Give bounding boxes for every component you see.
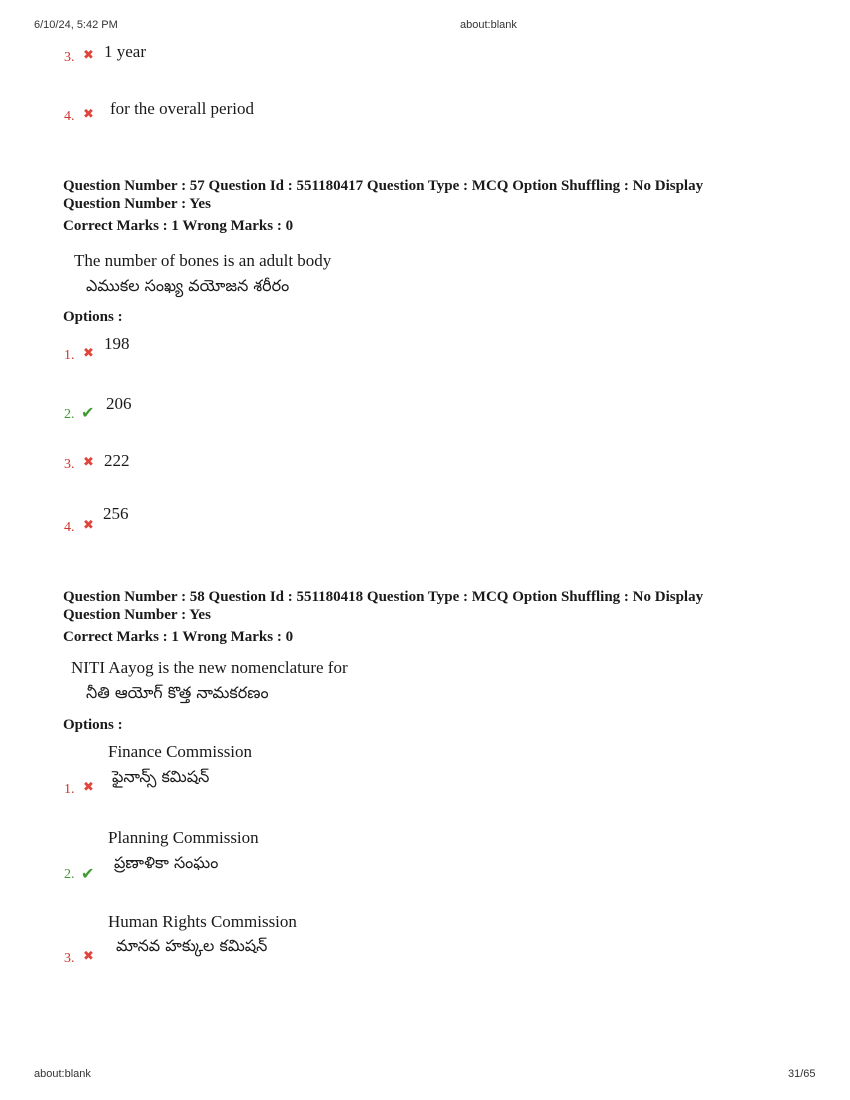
option-number: 2. <box>64 867 75 882</box>
question-text-english: NITI Aayog is the new nomenclature for <box>71 658 348 677</box>
question-text-telugu: ఎముకల సంఖ్య వయోజన శరీరం <box>86 276 290 295</box>
option-text-telugu: ఫైనాన్స్ కమిషన్ <box>112 767 210 786</box>
option-text-english: Finance Commission <box>108 742 253 761</box>
cross-icon: ✖ <box>83 48 94 63</box>
question-meta-cont: Question Number : Yes <box>63 607 211 623</box>
options-label: Options : <box>63 309 123 325</box>
option-number: 2. <box>64 407 75 422</box>
question-marks: Correct Marks : 1 Wrong Marks : 0 <box>63 629 294 645</box>
option-text-english: Human Rights Commission <box>108 912 297 931</box>
option-number: 4. <box>64 109 75 124</box>
option-text: for the overall period <box>110 99 254 118</box>
option-number: 4. <box>64 520 75 535</box>
option-text: 198 <box>104 334 130 353</box>
option-number: 1. <box>64 348 75 363</box>
cross-icon: ✖ <box>83 518 94 533</box>
question-marks: Correct Marks : 1 Wrong Marks : 0 <box>63 218 294 234</box>
check-icon: ✔ <box>81 864 95 883</box>
cross-icon: ✖ <box>83 949 94 964</box>
option-number: 3. <box>64 951 75 966</box>
option-text: 206 <box>106 394 132 413</box>
check-icon: ✔ <box>81 403 95 422</box>
print-datetime: 6/10/24, 5:42 PM <box>34 19 118 31</box>
print-footer-url: about:blank <box>34 1068 91 1080</box>
options-label: Options : <box>63 717 123 733</box>
option-number: 3. <box>64 457 75 472</box>
question-meta-cont: Question Number : Yes <box>63 196 211 212</box>
option-text-english: Planning Commission <box>108 828 259 847</box>
option-text: 1 year <box>104 42 147 61</box>
option-number: 3. <box>64 50 75 65</box>
cross-icon: ✖ <box>83 107 94 122</box>
option-text: 222 <box>104 451 130 470</box>
option-number: 1. <box>64 782 75 797</box>
option-text: 256 <box>103 504 129 523</box>
cross-icon: ✖ <box>83 346 94 361</box>
print-title: about:blank <box>460 19 517 31</box>
option-text-telugu: మానవ హక్కుల కమిషన్ <box>116 936 268 955</box>
print-page-number: 31/65 <box>788 1068 816 1080</box>
cross-icon: ✖ <box>83 780 94 795</box>
cross-icon: ✖ <box>83 455 94 470</box>
question-text-telugu: నీతి ఆయోగ్ కొత్త నామకరణం <box>86 683 269 702</box>
option-text-telugu: ప్రణాళికా సంఘం <box>114 853 219 872</box>
question-meta: Question Number : 58 Question Id : 551180418 Question Type : MCQ Option Shuffling : No Display <box>63 589 704 605</box>
question-text-english: The number of bones is an adult body <box>74 251 332 270</box>
question-meta: Question Number : 57 Question Id : 551180417 Question Type : MCQ Option Shuffling : No Display <box>63 178 704 194</box>
